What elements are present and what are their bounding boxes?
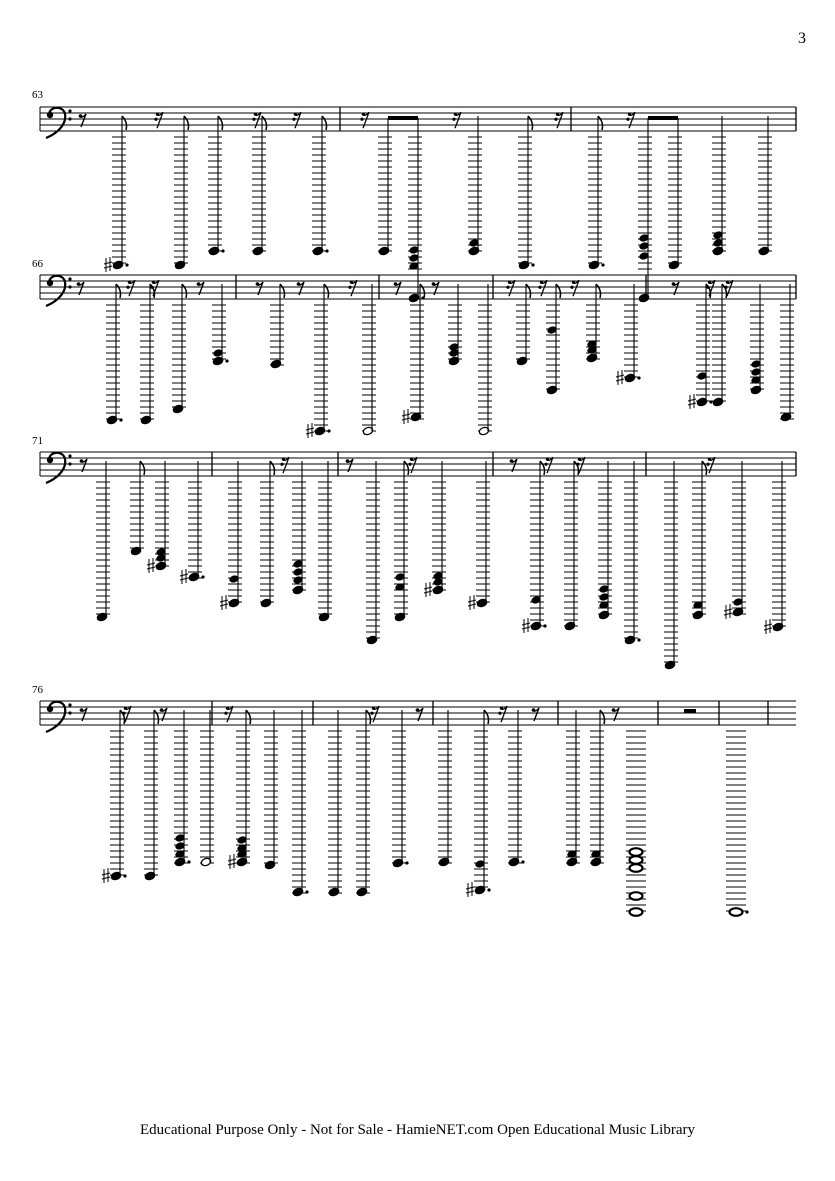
sixteenth-rest-dot bbox=[708, 458, 711, 461]
flag bbox=[366, 710, 371, 724]
sharp-icon bbox=[724, 604, 732, 619]
note bbox=[668, 118, 682, 270]
note bbox=[448, 284, 462, 366]
note bbox=[356, 710, 371, 897]
augmentation-dot bbox=[637, 376, 640, 379]
measure-number-76: 76 bbox=[32, 684, 43, 696]
flag bbox=[420, 284, 425, 298]
augmentation-dot bbox=[637, 638, 640, 641]
staff-system-3 bbox=[40, 452, 796, 670]
augmentation-dot bbox=[745, 910, 748, 913]
flag bbox=[600, 710, 605, 724]
sixteenth-rest-dot bbox=[282, 458, 285, 461]
sixteenth-rest-dot bbox=[546, 458, 549, 461]
sixteenth-rest-dot bbox=[360, 118, 363, 121]
note bbox=[688, 284, 713, 409]
note bbox=[712, 116, 726, 256]
flag bbox=[540, 461, 545, 475]
note bbox=[106, 284, 123, 425]
note bbox=[104, 116, 129, 272]
note bbox=[522, 461, 547, 633]
note bbox=[516, 284, 531, 366]
sixteenth-rest-dot bbox=[706, 286, 709, 289]
sixteenth-rest-dot bbox=[252, 118, 255, 121]
sixteenth-rest-dot bbox=[726, 281, 729, 284]
whole-notehead bbox=[630, 892, 643, 900]
note bbox=[468, 461, 490, 610]
sixteenth-rest-dot bbox=[124, 707, 127, 710]
bass-clef-dot bbox=[47, 706, 53, 712]
note bbox=[144, 710, 159, 881]
note bbox=[712, 284, 727, 407]
augmentation-dot bbox=[305, 890, 308, 893]
note bbox=[208, 116, 225, 256]
note bbox=[586, 284, 601, 363]
sixteenth-rest-dot bbox=[410, 458, 413, 461]
note bbox=[402, 284, 425, 424]
note bbox=[664, 461, 678, 670]
flag bbox=[184, 116, 189, 130]
flag bbox=[404, 461, 409, 475]
note bbox=[270, 284, 285, 369]
sixteenth-rest-dot bbox=[362, 113, 365, 116]
flag bbox=[526, 284, 531, 298]
sixteenth-rest-dot bbox=[408, 463, 411, 466]
flag bbox=[182, 284, 187, 298]
note bbox=[180, 461, 205, 584]
sixteenth-rest-dot bbox=[152, 281, 155, 284]
note bbox=[174, 710, 191, 867]
flag bbox=[280, 284, 285, 298]
page-number: 3 bbox=[798, 30, 806, 47]
note bbox=[292, 461, 306, 595]
sixteenth-rest-dot bbox=[122, 712, 125, 715]
note bbox=[220, 461, 242, 610]
note bbox=[172, 284, 187, 414]
note bbox=[130, 461, 145, 556]
sixteenth-rest-dot bbox=[628, 113, 631, 116]
note bbox=[140, 284, 155, 425]
flag bbox=[218, 116, 223, 130]
sixteenth-rest-dot bbox=[126, 286, 129, 289]
eighth-rest-dot bbox=[346, 459, 350, 463]
eighth-rest-dot bbox=[432, 282, 436, 286]
augmentation-dot bbox=[119, 418, 122, 421]
bass-clef-dot bbox=[68, 462, 71, 465]
sixteenth-rest-dot bbox=[154, 118, 157, 121]
eighth-rest-dot bbox=[394, 282, 398, 286]
sharp-icon bbox=[424, 582, 432, 597]
sixteenth-rest-dot bbox=[508, 281, 511, 284]
bass-clef-dot bbox=[47, 112, 53, 118]
flag bbox=[598, 116, 603, 130]
sixteenth-rest-dot bbox=[156, 113, 159, 116]
note bbox=[328, 710, 342, 897]
measure-number-63: 63 bbox=[32, 89, 43, 101]
sharp-icon bbox=[104, 257, 112, 272]
note bbox=[102, 710, 127, 883]
sixteenth-rest-dot bbox=[540, 281, 543, 284]
augmentation-dot bbox=[221, 249, 224, 252]
eighth-rest-dot bbox=[77, 282, 81, 286]
sharp-icon bbox=[616, 370, 624, 385]
sharp-icon bbox=[306, 423, 314, 438]
flag bbox=[122, 116, 127, 130]
augmentation-dot bbox=[487, 888, 490, 891]
sixteenth-rest-dot bbox=[572, 281, 575, 284]
note bbox=[468, 116, 482, 256]
sixteenth-rest-dot bbox=[254, 113, 257, 116]
bass-clef-dot bbox=[68, 109, 71, 112]
sixteenth-rest-dot bbox=[292, 118, 295, 121]
measure-number-66: 66 bbox=[32, 258, 43, 270]
sixteenth-rest-dot bbox=[294, 113, 297, 116]
eighth-rest-dot bbox=[672, 282, 676, 286]
note bbox=[780, 284, 794, 422]
note bbox=[362, 284, 376, 436]
augmentation-dot bbox=[201, 575, 204, 578]
augmentation-dot bbox=[187, 860, 190, 863]
sixteenth-rest-dot bbox=[500, 707, 503, 710]
note bbox=[200, 710, 214, 867]
measure-number-71: 71 bbox=[32, 435, 43, 447]
note bbox=[174, 116, 189, 270]
augmentation-dot bbox=[123, 874, 126, 877]
note bbox=[564, 461, 579, 631]
eighth-rest-dot bbox=[79, 114, 83, 118]
whole-notehead bbox=[730, 908, 743, 916]
sharp-icon bbox=[468, 595, 476, 610]
bass-clef-dot bbox=[68, 703, 71, 706]
whole-notehead bbox=[630, 856, 643, 864]
note bbox=[692, 461, 707, 620]
sixteenth-rest-dot bbox=[544, 463, 547, 466]
flag bbox=[324, 284, 329, 298]
flag bbox=[528, 116, 533, 130]
note bbox=[260, 461, 275, 608]
sixteenth-rest-dot bbox=[372, 707, 375, 710]
augmentation-dot bbox=[601, 263, 604, 266]
flag bbox=[556, 284, 561, 298]
sharp-icon bbox=[402, 409, 410, 424]
sixteenth-rest-dot bbox=[708, 281, 711, 284]
eighth-rest-dot bbox=[197, 282, 201, 286]
flag bbox=[262, 116, 267, 130]
sixteenth-rest-dot bbox=[348, 286, 351, 289]
sixteenth-rest-dot bbox=[724, 286, 727, 289]
note bbox=[624, 461, 641, 645]
augmentation-dot bbox=[405, 861, 408, 864]
flag bbox=[246, 710, 251, 724]
note bbox=[264, 710, 278, 870]
note bbox=[466, 710, 491, 897]
sixteenth-rest-dot bbox=[280, 463, 283, 466]
staff-system-1 bbox=[40, 107, 796, 303]
sixteenth-rest-dot bbox=[224, 712, 227, 715]
sixteenth-rest-dot bbox=[570, 286, 573, 289]
eighth-rest-dot bbox=[256, 282, 260, 286]
sharp-icon bbox=[147, 558, 155, 573]
sixteenth-rest-dot bbox=[452, 118, 455, 121]
note bbox=[518, 116, 535, 270]
note bbox=[147, 461, 169, 573]
eighth-rest-dot bbox=[532, 708, 536, 712]
sixteenth-rest-dot bbox=[150, 286, 153, 289]
sixteenth-rest-dot bbox=[506, 286, 509, 289]
note bbox=[598, 461, 612, 620]
flag bbox=[596, 284, 601, 298]
note bbox=[438, 710, 452, 867]
note bbox=[724, 461, 746, 619]
bass-clef-dot bbox=[68, 277, 71, 280]
bass-clef-dot bbox=[68, 711, 71, 714]
eighth-rest-dot bbox=[416, 708, 420, 712]
note bbox=[252, 116, 267, 256]
bass-clef-dot bbox=[68, 454, 71, 457]
augmentation-dot bbox=[325, 249, 328, 252]
note bbox=[588, 116, 605, 270]
sharp-icon bbox=[228, 854, 236, 869]
note bbox=[212, 284, 229, 366]
sharp-icon bbox=[220, 595, 228, 610]
augmentation-dot bbox=[521, 860, 524, 863]
flag bbox=[140, 461, 145, 475]
sixteenth-rest-dot bbox=[454, 113, 457, 116]
note bbox=[590, 710, 605, 867]
flag bbox=[116, 284, 121, 298]
sharp-icon bbox=[466, 882, 474, 897]
sixteenth-rest-dot bbox=[556, 113, 559, 116]
flag bbox=[154, 710, 159, 724]
note bbox=[758, 116, 772, 256]
bass-clef-dot bbox=[68, 285, 71, 288]
sharp-icon bbox=[764, 619, 772, 634]
note bbox=[292, 710, 309, 897]
eighth-rest-dot bbox=[612, 708, 616, 712]
sharp-icon bbox=[688, 394, 696, 409]
sixteenth-rest-dot bbox=[370, 712, 373, 715]
sixteenth-rest-dot bbox=[706, 463, 709, 466]
eighth-rest-dot bbox=[297, 282, 301, 286]
eighth-rest-dot bbox=[510, 459, 514, 463]
sixteenth-rest-dot bbox=[626, 118, 629, 121]
whole-notehead bbox=[630, 908, 643, 916]
note bbox=[228, 710, 251, 869]
flag bbox=[702, 461, 707, 475]
sixteenth-rest-dot bbox=[128, 281, 131, 284]
augmentation-dot bbox=[125, 263, 128, 266]
note bbox=[508, 710, 525, 867]
sixteenth-rest-dot bbox=[538, 286, 541, 289]
flag bbox=[270, 461, 275, 475]
bass-clef-dot bbox=[47, 280, 53, 286]
augmentation-dot bbox=[225, 359, 228, 362]
half-rest-icon bbox=[684, 709, 696, 713]
note bbox=[366, 461, 380, 645]
note bbox=[306, 284, 331, 438]
sixteenth-rest-dot bbox=[578, 458, 581, 461]
staff-system-4 bbox=[40, 701, 796, 916]
flag bbox=[322, 116, 327, 130]
whole-notehead bbox=[630, 864, 643, 872]
augmentation-dot bbox=[327, 429, 330, 432]
note bbox=[318, 461, 332, 622]
note bbox=[96, 461, 110, 622]
eighth-rest-dot bbox=[160, 708, 164, 712]
sharp-icon bbox=[102, 868, 110, 883]
note bbox=[394, 461, 409, 622]
note bbox=[424, 461, 446, 597]
note bbox=[312, 116, 329, 256]
note bbox=[378, 118, 392, 256]
note bbox=[392, 710, 409, 868]
eighth-rest-dot bbox=[80, 459, 84, 463]
sixteenth-rest-dot bbox=[226, 707, 229, 710]
bass-clef-dot bbox=[68, 117, 71, 120]
whole-notehead bbox=[630, 848, 643, 856]
bass-clef-dot bbox=[47, 457, 53, 463]
note bbox=[764, 461, 786, 634]
augmentation-dot bbox=[531, 263, 534, 266]
footer-text: Educational Purpose Only - Not for Sale - HamieNET.com Open Educational Music Library bbox=[140, 1122, 695, 1138]
sixteenth-rest-dot bbox=[576, 463, 579, 466]
eighth-rest-dot bbox=[80, 708, 84, 712]
sharp-icon bbox=[180, 569, 188, 584]
note bbox=[566, 710, 580, 867]
note bbox=[478, 284, 492, 436]
note bbox=[750, 284, 764, 395]
sixteenth-rest-dot bbox=[498, 712, 501, 715]
sixteenth-rest-dot bbox=[350, 281, 353, 284]
flag bbox=[484, 710, 489, 724]
note bbox=[546, 284, 561, 395]
sixteenth-rest-dot bbox=[554, 118, 557, 121]
augmentation-dot bbox=[543, 624, 546, 627]
sharp-icon bbox=[522, 618, 530, 633]
